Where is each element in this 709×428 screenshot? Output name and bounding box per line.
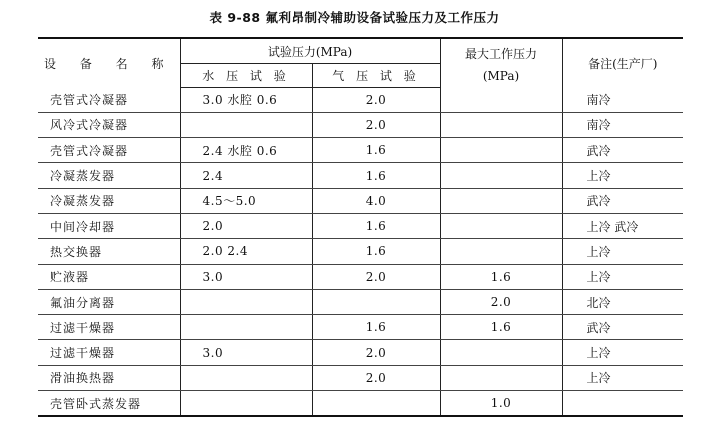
table-caption: 表 9-88 氟利昂制冷辅助设备试验压力及工作压力 — [209, 10, 500, 25]
table-row — [38, 365, 683, 390]
cell-equipment-name: 壳管卧式蒸发器 — [38, 391, 180, 417]
cell-max-working-pressure: 1.6 — [440, 315, 562, 340]
cell-max-working-pressure — [440, 87, 562, 112]
cell-pneumatic-test: 2.0 — [312, 365, 440, 390]
cell-equipment-name: 过滤干燥器 — [38, 315, 180, 340]
cell-note: 武冷 — [562, 315, 683, 340]
cell-hydraulic-test — [180, 365, 312, 390]
cell-max-working-pressure: 2.0 — [440, 289, 562, 314]
table-row — [38, 391, 683, 417]
cell-note: 武冷 — [562, 188, 683, 213]
table-row — [38, 138, 683, 163]
header-test-pressure: 试验压力(MPa) — [180, 38, 440, 64]
cell-hydraulic-test: 2.4 — [180, 163, 312, 188]
cell-note: 上冷 — [562, 340, 683, 365]
cell-pneumatic-test: 1.6 — [312, 213, 440, 238]
cell-hydraulic-test: 3.0 — [180, 264, 312, 289]
cell-hydraulic-test — [180, 289, 312, 314]
cell-pneumatic-test: 4.0 — [312, 188, 440, 213]
cell-note: 上冷 武冷 — [562, 213, 683, 238]
header-max-working-pressure-title: 最大工作压力 — [464, 47, 537, 61]
cell-equipment-name: 冷凝蒸发器 — [38, 188, 180, 213]
pressure-table — [38, 37, 683, 417]
cell-note: 北冷 — [562, 289, 683, 314]
header-pneumatic-test: 气 压 试 验 — [312, 64, 440, 87]
cell-pneumatic-test: 2.0 — [312, 264, 440, 289]
header-hydraulic-test: 水 压 试 验 — [180, 64, 312, 87]
cell-equipment-name: 中间冷却器 — [38, 213, 180, 238]
table-row — [38, 112, 683, 137]
cell-note: 上冷 — [562, 365, 683, 390]
cell-note: 武冷 — [562, 138, 683, 163]
table-row — [38, 315, 683, 340]
cell-hydraulic-test — [180, 315, 312, 340]
cell-equipment-name: 热交换器 — [38, 239, 180, 264]
table-row — [38, 239, 683, 264]
cell-note: 南冷 — [562, 87, 683, 112]
cell-hydraulic-test: 2.0 — [180, 213, 312, 238]
table-row — [38, 289, 683, 314]
cell-note: 上冷 — [562, 163, 683, 188]
cell-note: 上冷 — [562, 239, 683, 264]
cell-pneumatic-test: 1.6 — [312, 163, 440, 188]
cell-pneumatic-test — [312, 391, 440, 417]
cell-equipment-name: 壳管式冷凝器 — [38, 138, 180, 163]
cell-max-working-pressure — [440, 340, 562, 365]
cell-max-working-pressure: 1.0 — [440, 391, 562, 417]
table-row — [38, 163, 683, 188]
table-header — [38, 38, 683, 87]
cell-hydraulic-test: 2.0 2.4 — [180, 239, 312, 264]
header-max-working-pressure — [440, 38, 562, 87]
cell-equipment-name: 滑油换热器 — [38, 365, 180, 390]
cell-equipment-name: 氟油分离器 — [38, 289, 180, 314]
cell-hydraulic-test: 2.4 水腔 0.6 — [180, 138, 312, 163]
cell-pneumatic-test — [312, 289, 440, 314]
cell-hydraulic-test — [180, 391, 312, 417]
cell-note: 南冷 — [562, 112, 683, 137]
cell-pneumatic-test: 2.0 — [312, 340, 440, 365]
cell-hydraulic-test: 3.0 — [180, 340, 312, 365]
cell-pneumatic-test: 2.0 — [312, 87, 440, 112]
cell-pneumatic-test: 2.0 — [312, 112, 440, 137]
cell-note — [562, 391, 683, 417]
table-body — [38, 87, 683, 416]
cell-equipment-name: 过滤干燥器 — [38, 340, 180, 365]
cell-max-working-pressure — [440, 213, 562, 238]
table-row — [38, 213, 683, 238]
cell-max-working-pressure: 1.6 — [440, 264, 562, 289]
cell-equipment-name: 风冷式冷凝器 — [38, 112, 180, 137]
cell-max-working-pressure — [440, 239, 562, 264]
cell-equipment-name: 冷凝蒸发器 — [38, 163, 180, 188]
cell-max-working-pressure — [440, 365, 562, 390]
cell-hydraulic-test: 4.5～5.0 — [180, 188, 312, 213]
cell-pneumatic-test: 1.6 — [312, 239, 440, 264]
cell-equipment-name: 贮液器 — [38, 264, 180, 289]
cell-max-working-pressure — [440, 163, 562, 188]
header-max-working-pressure-unit: (MPa) — [482, 69, 520, 83]
cell-hydraulic-test: 3.0 水腔 0.6 — [180, 87, 312, 112]
table-row — [38, 340, 683, 365]
table-row — [38, 87, 683, 112]
cell-pneumatic-test: 1.6 — [312, 315, 440, 340]
cell-max-working-pressure — [440, 138, 562, 163]
header-equipment-name: 设 备 名 称 — [38, 38, 180, 87]
cell-pneumatic-test: 1.6 — [312, 138, 440, 163]
table-row — [38, 264, 683, 289]
cell-max-working-pressure — [440, 188, 562, 213]
cell-max-working-pressure — [440, 112, 562, 137]
cell-equipment-name: 壳管式冷凝器 — [38, 87, 180, 112]
cell-hydraulic-test — [180, 112, 312, 137]
table-row — [38, 188, 683, 213]
header-note-manufacturer: 备注(生产厂) — [562, 38, 683, 87]
cell-note: 上冷 — [562, 264, 683, 289]
